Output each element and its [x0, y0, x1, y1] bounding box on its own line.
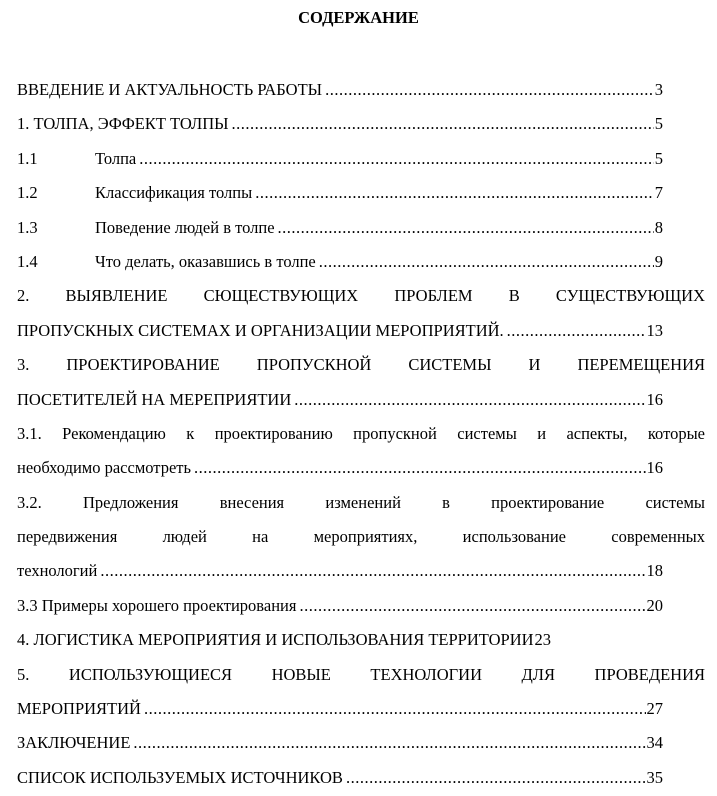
- entry-title: ПОСЕТИТЕЛЕЙ НА МЕРЕПРИЯТИИ: [17, 389, 292, 409]
- toc-entry-row: [17, 692, 663, 726]
- dot-leader: [316, 245, 654, 279]
- toc-entry[interactable]: [17, 211, 705, 245]
- toc-entry-line: 3.2. Предложения внесения изменений в проектирование системы: [17, 492, 705, 512]
- toc-entry[interactable]: [17, 589, 705, 623]
- page-number: 13: [646, 320, 663, 340]
- entry-title: 1. ТОЛПА, ЭФФЕКТ ТОЛПЫ: [17, 114, 229, 134]
- toc-entry[interactable]: [17, 348, 705, 417]
- toc-entry[interactable]: [17, 245, 705, 279]
- table-of-contents: [17, 73, 705, 795]
- entry-title: Толпа: [95, 148, 137, 168]
- page-number: 16: [646, 389, 663, 409]
- section-number: 1.4: [17, 251, 38, 271]
- entry-title: Классификация толпы: [95, 183, 253, 203]
- page-number: 35: [646, 767, 663, 787]
- dot-leader: [275, 211, 654, 245]
- entry-title: необходимо рассмотреть: [17, 458, 192, 478]
- entry-title: 4. ЛОГИСТИКА МЕРОПРИЯТИЯ И ИСПОЛЬЗОВАНИЯ ТЕРРИТОРИИ: [17, 630, 534, 650]
- toc-entry-row: [17, 314, 663, 348]
- toc-entry-line: 2. ВЫЯВЛЕНИЕ СЮЩЕСТВУЮЩИХ ПРОБЛЕМ В СУЩЕСТВУЮЩИХ: [17, 286, 705, 306]
- toc-entry-line: 3. ПРОЕКТИРОВАНИЕ ПРОПУСКНОЙ СИСТЕМЫ И ПЕРЕМЕЩЕНИЯ: [17, 355, 705, 375]
- section-number: 1.1: [17, 148, 38, 168]
- toc-entry[interactable]: [17, 142, 705, 176]
- dot-leader: [136, 142, 653, 176]
- dot-leader: [229, 107, 654, 141]
- toc-entry-row: [17, 73, 663, 107]
- toc-entry-row: [17, 383, 663, 417]
- toc-entry-line: передвижения людей на мероприятиях, использование современных: [17, 527, 705, 547]
- entry-title: Что делать, оказавшись в толпе: [95, 251, 316, 271]
- dot-leader: [322, 73, 654, 107]
- toc-entry-line: 3.1. Рекомендацию к проектированию пропускной системы и аспекты, которые: [17, 423, 705, 443]
- page-number: 34: [646, 733, 663, 753]
- toc-entry-row: [17, 554, 663, 588]
- page-number: 23: [534, 630, 552, 650]
- page-number: 9: [654, 251, 663, 271]
- toc-entry[interactable]: [17, 623, 705, 657]
- dot-leader: [296, 589, 645, 623]
- toc-entry-row: [17, 142, 663, 176]
- page-number: 27: [646, 699, 663, 719]
- dot-leader: [291, 383, 645, 417]
- dot-leader: [130, 726, 645, 760]
- entry-title: ПРОПУСКНЫХ СИСТЕМАХ И ОРГАНИЗАЦИИ МЕРОПРИЯТИЙ.: [17, 320, 504, 340]
- toc-entry[interactable]: [17, 658, 705, 727]
- toc-entry-row: [17, 107, 663, 141]
- toc-entry-line: 5. ИСПОЛЬЗУЮЩИЕСЯ НОВЫЕ ТЕХНОЛОГИИ ДЛЯ ПРОВЕДЕНИЯ: [17, 664, 705, 684]
- toc-entry[interactable]: [17, 726, 705, 760]
- page-title: СОДЕРЖАНИЕ: [298, 8, 419, 27]
- toc-entry-row: [17, 176, 663, 210]
- section-number: 1.3: [17, 217, 38, 237]
- toc-entry[interactable]: [17, 486, 705, 589]
- dot-leader: [343, 761, 646, 795]
- dot-leader: [141, 692, 646, 726]
- dot-leader: [252, 176, 654, 210]
- entry-title: 3.3 Примеры хорошего проектирования: [17, 595, 297, 615]
- toc-entry[interactable]: [17, 73, 705, 107]
- page-number: 18: [646, 561, 663, 581]
- page-number: 7: [654, 183, 663, 203]
- section-number: 1.2: [17, 183, 38, 203]
- toc-entry-row: [17, 211, 663, 245]
- entry-title: ВВЕДЕНИЕ И АКТУАЛЬНОСТЬ РАБОТЫ: [17, 80, 323, 99]
- toc-entry-row: [17, 726, 663, 760]
- entry-title: Поведение людей в толпе: [95, 217, 275, 237]
- toc-entry[interactable]: [17, 107, 705, 141]
- entry-title: СПИСОК ИСПОЛЬЗУЕМЫХ ИСТОЧНИКОВ: [17, 767, 343, 787]
- page-number: 5: [654, 114, 663, 134]
- page-number: 5: [654, 148, 663, 168]
- dot-leader: [97, 554, 645, 588]
- toc-entry-row: [17, 451, 663, 485]
- entry-title: технологий: [17, 561, 98, 581]
- entry-title: МЕРОПРИЯТИЙ: [17, 699, 141, 719]
- toc-entry-row: [17, 761, 663, 795]
- toc-entry[interactable]: [17, 176, 705, 210]
- dot-leader: [191, 451, 645, 485]
- toc-entry[interactable]: [17, 761, 705, 795]
- entry-title: ЗАКЛЮЧЕНИЕ: [17, 733, 131, 753]
- page-number: 20: [646, 595, 663, 615]
- page-number: 8: [654, 217, 663, 237]
- page-number: 16: [646, 458, 663, 478]
- toc-entry-row: [17, 245, 663, 279]
- toc-entry[interactable]: [17, 279, 705, 348]
- toc-entry-row: [17, 589, 663, 623]
- toc-entry-row: [17, 623, 663, 657]
- toc-entry[interactable]: [17, 417, 705, 486]
- page-number: 3: [654, 80, 663, 99]
- dot-leader: [504, 314, 646, 348]
